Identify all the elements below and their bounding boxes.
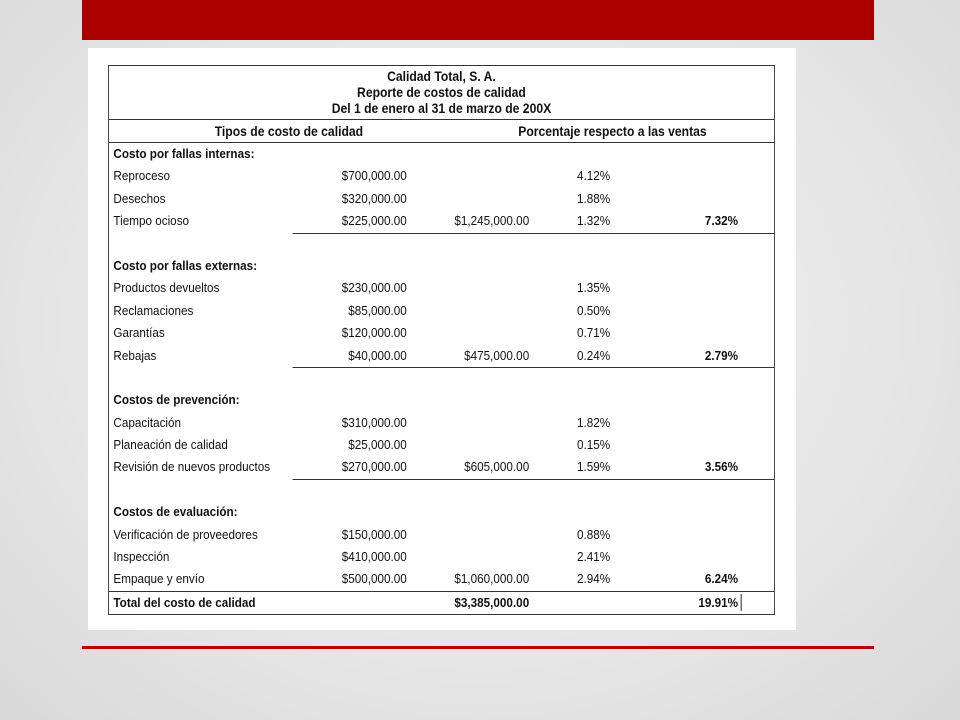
- section-title: Costo por fallas externas:: [113, 257, 258, 273]
- grand-total-amount: $3,385,000.00: [454, 594, 530, 610]
- quality-cost-report: [108, 65, 775, 615]
- bottom-accent-line: [82, 646, 874, 649]
- cost-amount: $230,000.00: [341, 280, 407, 296]
- section-title-row: [109, 389, 774, 411]
- section-subtotal: $1,245,000.00: [454, 213, 530, 229]
- cost-row: [109, 568, 774, 590]
- cost-label: Desechos: [113, 190, 166, 206]
- report-period: Del 1 de enero al 31 de marzo de 200X: [331, 101, 552, 116]
- cost-amount: $500,000.00: [341, 571, 407, 587]
- cost-label: Productos devueltos: [113, 280, 220, 296]
- section-title: Costos de prevención:: [113, 392, 240, 408]
- cost-row: [109, 210, 774, 232]
- cost-percent: 1.32%: [577, 213, 611, 229]
- cost-row: [109, 300, 774, 322]
- section-spacer: [109, 479, 774, 501]
- cost-percent: 1.82%: [577, 414, 611, 430]
- section-subtotal: $1,060,000.00: [454, 571, 530, 587]
- cost-row: [109, 456, 774, 478]
- cost-amount: $40,000.00: [348, 347, 407, 363]
- section-title-row: [109, 255, 774, 277]
- cost-amount: $85,000.00: [348, 302, 407, 318]
- cost-percent: 0.88%: [577, 526, 611, 542]
- cost-label: Rebajas: [113, 347, 157, 363]
- cost-row: [109, 524, 774, 546]
- cost-amount: $410,000.00: [341, 549, 407, 565]
- cost-percent: 2.94%: [577, 571, 611, 587]
- cost-amount: $700,000.00: [341, 168, 407, 184]
- section-spacer: [109, 367, 774, 389]
- section-subtotal: $605,000.00: [464, 459, 530, 475]
- section-title: Costos de evaluación:: [113, 504, 238, 520]
- cost-amount: $225,000.00: [341, 213, 407, 229]
- cost-label: Planeación de calidad: [113, 437, 228, 453]
- grand-total-label: Total del costo de calidad: [113, 594, 256, 610]
- company-name: Calidad Total, S. A.: [387, 69, 496, 84]
- cost-percent: 4.12%: [577, 168, 611, 184]
- cost-row: [109, 165, 774, 187]
- cost-row: [109, 412, 774, 434]
- cost-amount: $150,000.00: [341, 526, 407, 542]
- cost-percent: 0.24%: [577, 347, 611, 363]
- cost-percent: 0.15%: [577, 437, 611, 453]
- section-total-percent: 2.79%: [704, 347, 738, 363]
- cost-row: [109, 546, 774, 568]
- section-title-row: [109, 501, 774, 523]
- grand-total-percent: 19.91%: [698, 594, 738, 610]
- text-cursor: [741, 594, 742, 611]
- cost-percent: 1.59%: [577, 459, 611, 475]
- cost-label: Reclamaciones: [113, 302, 194, 318]
- cost-amount: $310,000.00: [341, 414, 407, 430]
- cost-row: [109, 188, 774, 210]
- report-title: Reporte de costos de calidad: [357, 85, 526, 100]
- section-spacer: [109, 233, 774, 255]
- section-total-percent: 3.56%: [704, 459, 738, 475]
- cost-percent: 1.88%: [577, 190, 611, 206]
- cost-amount: $270,000.00: [341, 459, 407, 475]
- column-header-types: Tipos de costo de calidad: [214, 123, 364, 139]
- cost-row: [109, 322, 774, 344]
- cost-row: [109, 277, 774, 299]
- cost-amount: $320,000.00: [341, 190, 407, 206]
- report-header: [109, 66, 774, 120]
- cost-percent: 0.71%: [577, 325, 611, 341]
- cost-label: Garantías: [113, 325, 165, 341]
- section-title: Costo por fallas internas:: [113, 146, 255, 161]
- cost-label: Revisión de nuevos productos: [113, 459, 271, 475]
- grand-total-row: [109, 591, 774, 614]
- cost-percent: 2.41%: [577, 549, 611, 565]
- cost-label: Reproceso: [113, 168, 170, 184]
- cost-amount: $120,000.00: [341, 325, 407, 341]
- report-body: [109, 143, 774, 591]
- section-title-row: [109, 143, 774, 165]
- cost-label: Capacitación: [113, 414, 182, 430]
- column-header-percent: Porcentaje respecto a las ventas: [518, 123, 707, 139]
- cost-amount: $25,000.00: [348, 437, 407, 453]
- top-accent-bar: [82, 0, 874, 40]
- column-header-row: [109, 120, 774, 143]
- cost-row: [109, 345, 774, 367]
- section-subtotal: $475,000.00: [464, 347, 530, 363]
- cost-row: [109, 434, 774, 456]
- cost-label: Empaque y envío: [113, 571, 205, 587]
- cost-label: Inspección: [113, 549, 170, 565]
- cost-label: Tiempo ocioso: [113, 213, 190, 229]
- cost-percent: 1.35%: [577, 280, 611, 296]
- section-total-percent: 7.32%: [704, 213, 738, 229]
- cost-percent: 0.50%: [577, 302, 611, 318]
- section-total-percent: 6.24%: [704, 571, 738, 587]
- cost-label: Verificación de proveedores: [113, 526, 258, 542]
